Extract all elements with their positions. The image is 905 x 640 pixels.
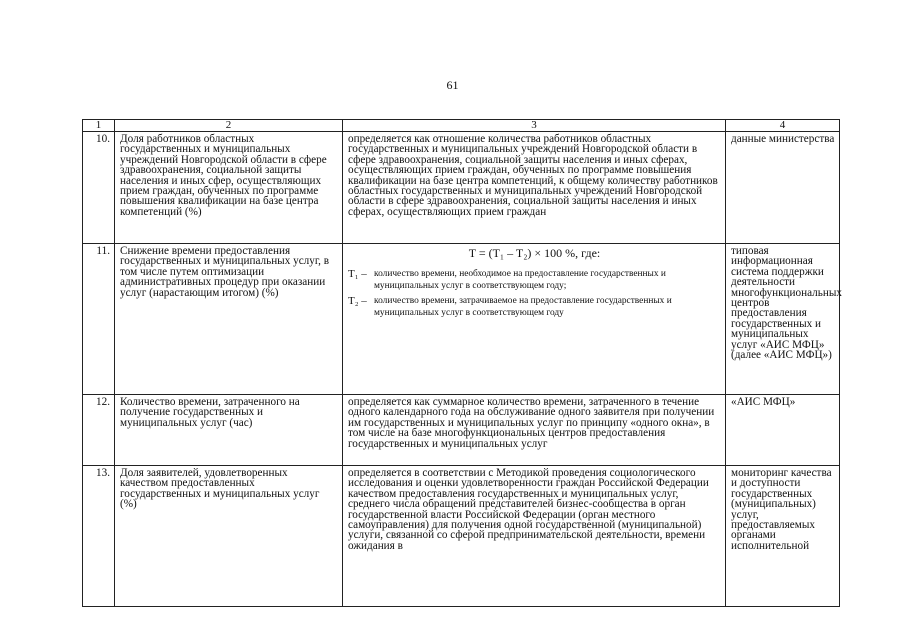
row-number: 12. — [83, 395, 115, 466]
term-symbol: T₂ – — [348, 295, 367, 307]
column-number-row — [83, 120, 840, 132]
indicator-name: Доля работников областных государственных и муниципальных учреждений Новгородской области в сфере здравоохранения, социальной защиты населения и иных сфер, осуществляющих прием граждан, обученных по программе повышения квалификации на базе центра компетенций (%) — [115, 132, 343, 244]
formula-term-t1 — [348, 269, 721, 292]
formula: T = (T₁ – T₂) × 100 %, где: — [468, 246, 601, 260]
indicator-name: Доля заявителей, удовлетворенных качеством предоставленных государственных и муниципальных услуг (%) — [115, 466, 343, 607]
table-row — [83, 395, 840, 466]
column-number-2: 2 — [115, 120, 343, 132]
indicators-table — [82, 119, 840, 607]
data-source: данные министерства — [726, 132, 840, 244]
table-row — [83, 466, 840, 607]
calculation-method: определяется как суммарное количество времени, затраченного в течение одного календарного года на обслуживание одного заявителя при получении им государственных и муниципальных услуг по принципу «одного окна», в том числе на базе многофункциональных центров предоставления государственных и муниципальных услуг — [343, 395, 726, 466]
column-number-3: 3 — [343, 120, 726, 132]
indicator-name: Количество времени, затраченного на получение государственных и муниципальных услуг (час) — [115, 395, 343, 466]
calculation-method — [343, 244, 726, 395]
column-number-1: 1 — [83, 120, 115, 132]
data-source: мониторинг качества и доступности государственных (муниципальных) услуг, предоставляемых органами исполнительной — [726, 466, 840, 607]
data-source: «АИС МФЦ» — [726, 395, 840, 466]
formula-term-t2 — [348, 296, 721, 319]
term-definition: количество времени, затрачиваемое на предоставление государственных и муниципальных услуг в соответствующем году — [374, 296, 672, 318]
calculation-method: определяется в соответствии с Методикой проведения социологического исследования и оценки удовлетворенности граждан Российской Федерации качеством предоставления государственных и муниципальных услуг, среднего числа обращений представителей бизнес-сообщества в орган государственной власти Российской Федерации (орган местного самоуправления) для получения одной государственной (муниципальной) услуги, связанной со сферой предпринимательской деятельности, времени ожидания в — [343, 466, 726, 607]
row-number: 10. — [83, 132, 115, 244]
calculation-method: определяется как отношение количества работников областных государственных и муниципальных учреждений Новгородской области в сфере здравоохранения, социальной защиты населения и иных сферах, осуществляющих прием граждан, обученных по программе повышения квалификации на базе центра компетенций, к общему количеству работников областных государственных и муниципальных учреждений Новгородской области в сфере здравоохранения, социальной защиты населения и иных сферах, осуществляющих прием граждан — [343, 132, 726, 244]
page-number: 61 — [446, 78, 459, 92]
data-source: типовая информационная система поддержки деятельности многофункциональных центров предоставления государственных и муниципальных услуг «АИС МФЦ» (далее «АИС МФЦ») — [726, 244, 840, 395]
row-number: 11. — [83, 244, 115, 395]
column-number-4: 4 — [726, 120, 840, 132]
term-definition: количество времени, необходимое на предоставление государственных и муниципальных услуг в соответствующем году; — [374, 269, 666, 291]
table-row — [83, 244, 840, 395]
term-symbol: T₁ – — [348, 268, 367, 280]
table-row — [83, 132, 840, 244]
row-number: 13. — [83, 466, 115, 607]
indicator-name: Снижение времени предоставления государственных и муниципальных услуг, в том числе путем оптимизации административных процедур при оказании услуг (нарастающим итогом) (%) — [115, 244, 343, 395]
